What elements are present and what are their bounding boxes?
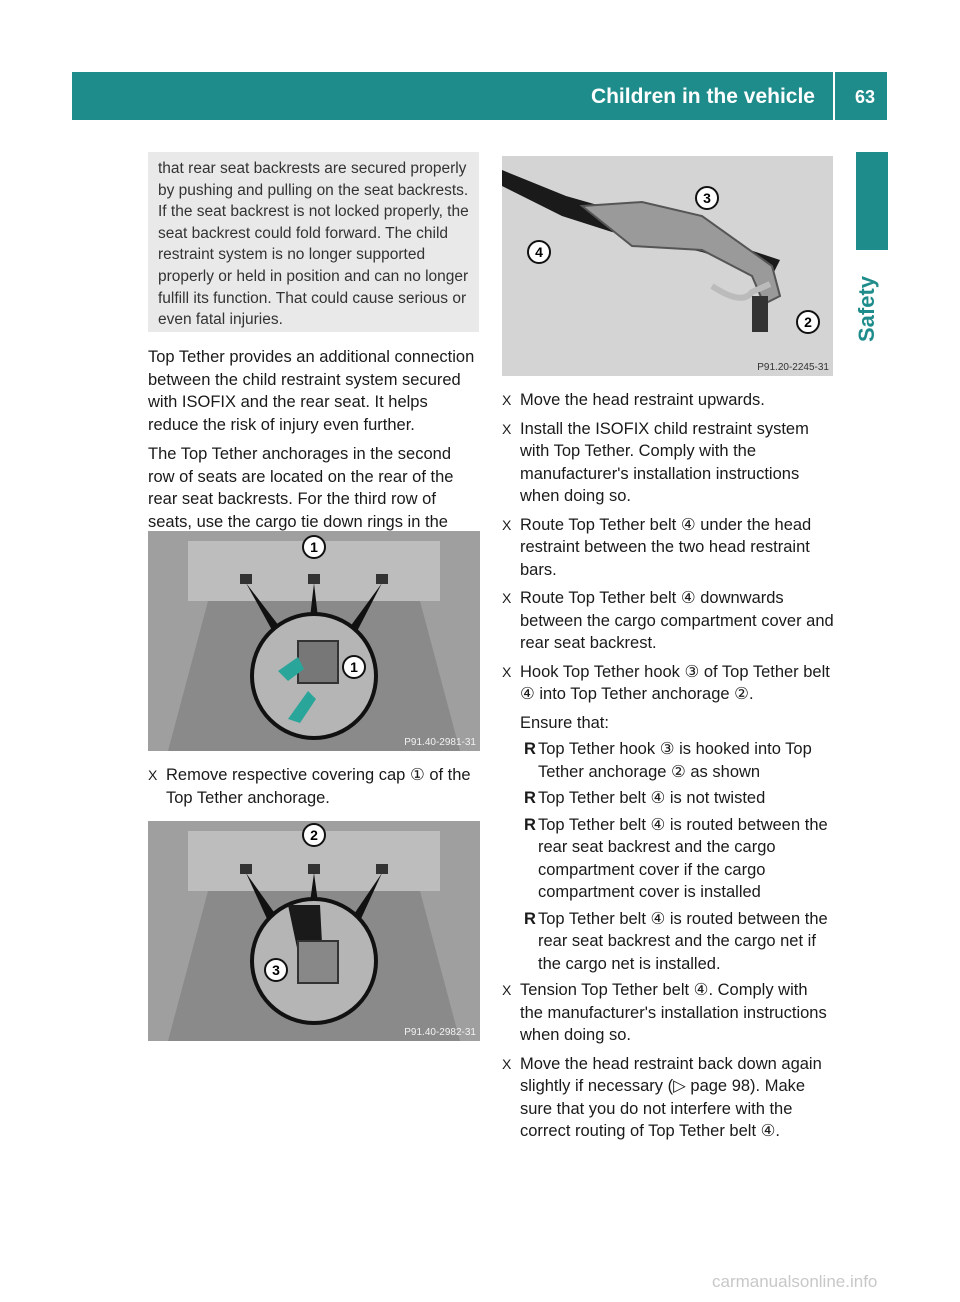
ensure-label: Ensure that: bbox=[520, 713, 609, 732]
left-step-block bbox=[148, 764, 480, 815]
figure-cargo-anchorages bbox=[148, 531, 480, 751]
step-marker: X bbox=[502, 982, 512, 998]
check-text: Top Tether belt ④ is not twisted bbox=[538, 789, 766, 807]
tether-photo-illustration bbox=[148, 821, 480, 1041]
callout-1-inset: 1 bbox=[350, 659, 358, 675]
step-text: Tension Top Tether belt ④. Comply with the manufacturer's installation instructions when doing so. bbox=[520, 981, 827, 1044]
header-divider bbox=[833, 72, 835, 120]
page-number: 63 bbox=[854, 87, 875, 107]
step-text: Route Top Tether belt ④ under the head restraint between the two head restraint bars. bbox=[520, 515, 812, 579]
bullet-marker: R bbox=[524, 740, 536, 758]
step-marker: X bbox=[502, 516, 512, 533]
callout-2-top: 2 bbox=[310, 827, 318, 843]
callout-4: 4 bbox=[535, 244, 543, 260]
bullet-marker: R bbox=[524, 909, 536, 928]
side-tab-block bbox=[856, 152, 888, 250]
check-item bbox=[520, 738, 834, 783]
figure-caption: P91.40-2981-31 bbox=[404, 737, 476, 748]
bullet-marker: R bbox=[524, 789, 536, 807]
side-tab-label: Safety bbox=[854, 275, 879, 342]
step-text: Install the ISOFIX child restraint system with Top Tether. Comply with the manufacturer's installation instructions when doing so. bbox=[520, 419, 809, 505]
instruction-step bbox=[148, 764, 480, 809]
check-item bbox=[520, 814, 834, 904]
instruction-step bbox=[502, 418, 834, 508]
check-item bbox=[520, 908, 834, 976]
step-marker: X bbox=[502, 420, 512, 437]
step-text: Move the head restraint back down again slightly if necessary (▷ page 98). Make sure that you do not interfere with the correct routing of Top Tether belt ④. bbox=[520, 1054, 822, 1140]
instruction-step bbox=[502, 389, 834, 412]
page-header bbox=[72, 72, 887, 120]
section-title: Children in the vehicle bbox=[590, 85, 815, 108]
instruction-step bbox=[502, 514, 834, 582]
figure-caption: P91.20-2245-31 bbox=[757, 362, 829, 373]
belt-hook-illustration bbox=[502, 156, 833, 376]
step-marker: X bbox=[502, 1055, 512, 1072]
instruction-step bbox=[502, 587, 834, 655]
paragraph-top-tether-intro: Top Tether provides an additional connection between the child restraint system secured with ISOFIX and the rear seat. It helps reduce the risk of injury even further. bbox=[148, 348, 475, 434]
callout-2: 2 bbox=[804, 314, 812, 330]
paragraph-anchorages: The Top Tether anchorages in the second row of seats are located on the rear of the rear seat backrests. For the third row of seats, use the cargo tie down rings in the bbox=[148, 445, 454, 531]
step-marker: X bbox=[502, 392, 512, 408]
callout-1-top: 1 bbox=[310, 539, 318, 555]
step-text: Move the head restraint upwards. bbox=[520, 391, 765, 409]
figure-tether-hook bbox=[148, 821, 480, 1041]
figure-tether-belt-hook bbox=[502, 156, 833, 376]
instruction-step bbox=[502, 661, 834, 706]
cargo-photo-illustration bbox=[148, 531, 480, 751]
instruction-step bbox=[502, 979, 834, 1047]
bullet-marker: R bbox=[524, 815, 536, 834]
step-text: Hook Top Tether hook ③ of Top Tether belt ④ into Top Tether anchorage ②. bbox=[520, 662, 830, 703]
callout-3-inset: 3 bbox=[272, 962, 280, 978]
step-marker: X bbox=[502, 663, 512, 680]
check-text: Top Tether hook ③ is hooked into Top Tether anchorage ② as shown bbox=[538, 740, 812, 781]
check-text: Top Tether belt ④ is routed between the rear seat backrest and the cargo net if the cargo net is installed. bbox=[538, 909, 828, 973]
callout-3: 3 bbox=[703, 190, 711, 206]
footer-watermark: carmanualsonline.info bbox=[712, 1272, 878, 1291]
check-item bbox=[520, 787, 834, 810]
step-marker: X bbox=[148, 767, 158, 783]
instruction-step bbox=[502, 1053, 834, 1143]
check-text: Top Tether belt ④ is routed between the rear seat backrest and the cargo compartment cover if the cargo compartment cover is installed bbox=[538, 815, 828, 901]
step-text: Route Top Tether belt ④ downwards between the cargo compartment cover and rear seat backrest. bbox=[520, 589, 834, 652]
warning-text: that rear seat backrests are secured properly by pushing and pulling on the seat backrests. If the seat backrest is not locked properly, the seat backrest could fold forward. The child restraint system is no longer supported properly or held in position and can no longer fulfill its function. That could cause serious or even fatal injuries. bbox=[158, 160, 469, 329]
step-marker: X bbox=[502, 590, 512, 606]
figure-caption: P91.40-2982-31 bbox=[404, 1027, 476, 1038]
step-text: Remove respective covering cap ① of the Top Tether anchorage. bbox=[166, 766, 471, 807]
right-text-block bbox=[502, 389, 834, 1149]
